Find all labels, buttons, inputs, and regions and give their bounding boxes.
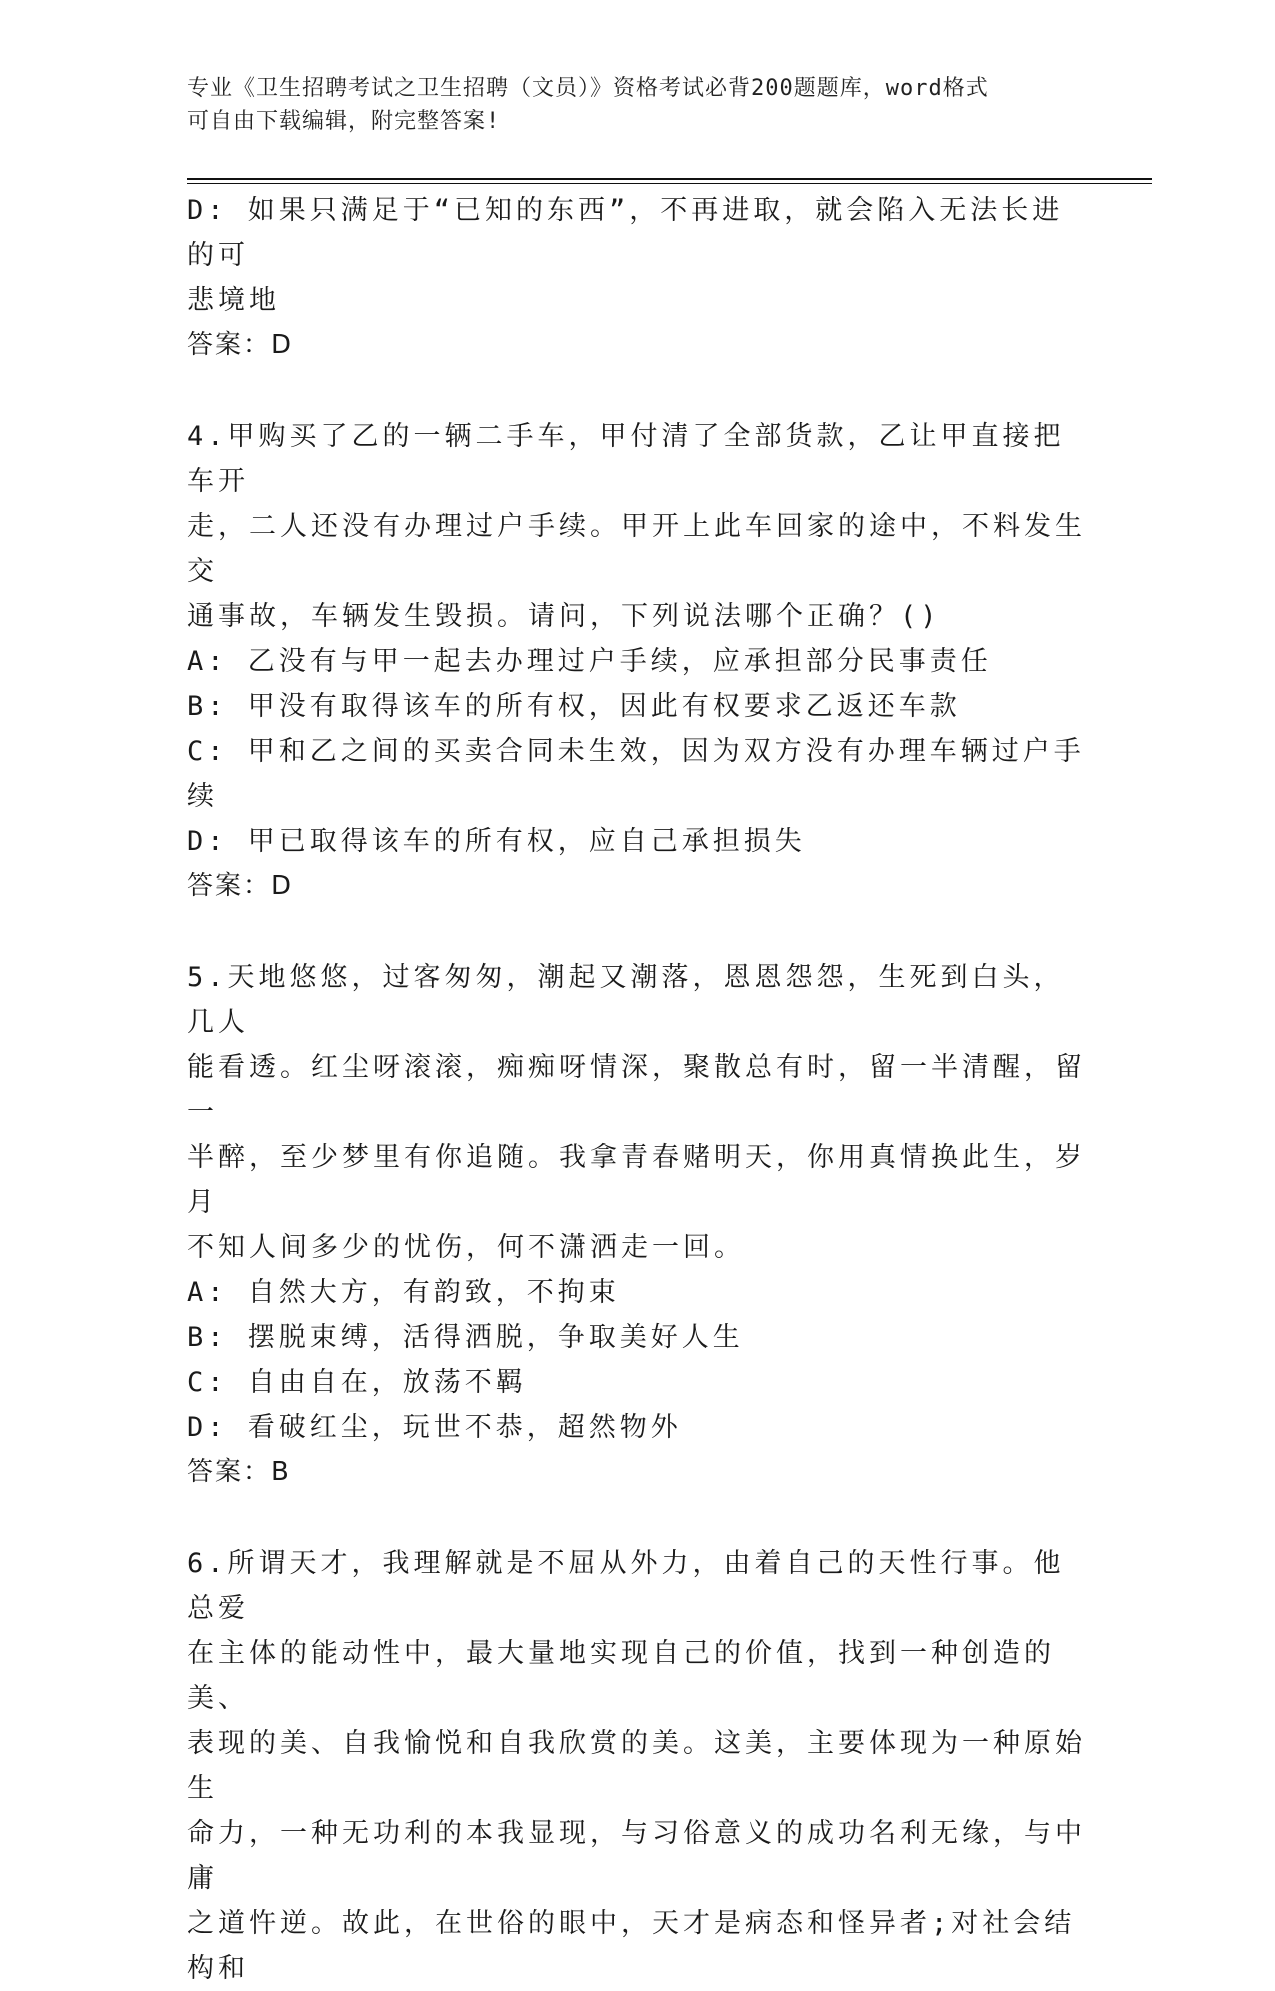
question-stem: 半醉，至少梦里有你追随。我拿青春赌明天，你用真情换此生，岁月 <box>187 1142 1086 1218</box>
question-stem: 之道忤逆。故此，在世俗的眼中，天才是病态和怪异者;对社会结构和 <box>187 1908 1076 1984</box>
question-stem: 能看透。红尘呀滚滚，痴痴呀情深，聚散总有时，留一半清醒，留一 <box>187 1052 1086 1128</box>
question-stem: 命力，一种无功利的本我显现，与习俗意义的成功名利无缘，与中庸 <box>187 1818 1086 1894</box>
answer: 答案：B <box>187 1457 291 1487</box>
option-d: D: 如果只满足于“已知的东西”，不再进取，就会陷入无法长进的可 <box>187 195 1064 271</box>
option-a: A: 乙没有与甲一起去办理过户手续，应承担部分民事责任 <box>187 646 992 677</box>
option-d: D: 看破红尘，玩世不恭，超然物外 <box>187 1412 682 1443</box>
question-6 <box>187 1541 1087 1991</box>
option-a: A: 自然大方，有韵致，不拘束 <box>187 1277 620 1308</box>
option-c: C: 甲和乙之间的买卖合同未生效，因为双方没有办理车辆过户手续 <box>187 736 1085 812</box>
question-5 <box>187 955 1087 1495</box>
question-stem: 走，二人还没有办理过户手续。甲开上此车回家的途中，不料发生交 <box>187 511 1086 587</box>
document-header <box>187 72 1067 138</box>
header-title-line1: 专业《卫生招聘考试之卫生招聘（文员）》资格考试必背200题题库，word格式 <box>187 76 989 101</box>
spacer <box>187 1495 1087 1541</box>
option-d: D: 甲已取得该车的所有权，应自己承担损失 <box>187 826 806 857</box>
option-d-continued: 悲境地 <box>187 285 280 316</box>
question-stem: 通事故，车辆发生毁损。请问，下列说法哪个正确？() <box>187 601 941 632</box>
answer: 答案：D <box>187 871 294 901</box>
question-stem: 在主体的能动性中，最大量地实现自己的价值，找到一种创造的美、 <box>187 1638 1055 1714</box>
question-4 <box>187 414 1087 909</box>
spacer <box>187 909 1087 955</box>
header-divider-thick <box>187 178 1152 180</box>
question-stem: 不知人间多少的忧伤，何不潇洒走一回。 <box>187 1232 745 1263</box>
option-b: B: 摆脱束缚，活得洒脱，争取美好人生 <box>187 1322 744 1353</box>
document-body <box>187 188 1087 1991</box>
option-b: B: 甲没有取得该车的所有权，因此有权要求乙返还车款 <box>187 691 961 722</box>
header-divider-thin <box>187 183 1152 184</box>
question-stem: 5.天地悠悠，过客匆匆，潮起又潮落，恩恩怨怨，生死到白头，几人 <box>187 962 1065 1038</box>
answer: 答案：D <box>187 330 294 360</box>
question-stem: 6.所谓天才，我理解就是不屈从外力，由着自己的天性行事。他总爱 <box>187 1548 1065 1624</box>
header-title-line2: 可自由下载编辑，附完整答案! <box>187 109 501 134</box>
question-3-tail <box>187 188 1087 368</box>
question-stem: 表现的美、自我愉悦和自我欣赏的美。这美，主要体现为一种原始生 <box>187 1728 1086 1804</box>
question-stem: 4.甲购买了乙的一辆二手车，甲付清了全部货款，乙让甲直接把车开 <box>187 421 1065 497</box>
spacer <box>187 368 1087 414</box>
option-c: C: 自由自在，放荡不羁 <box>187 1367 527 1398</box>
